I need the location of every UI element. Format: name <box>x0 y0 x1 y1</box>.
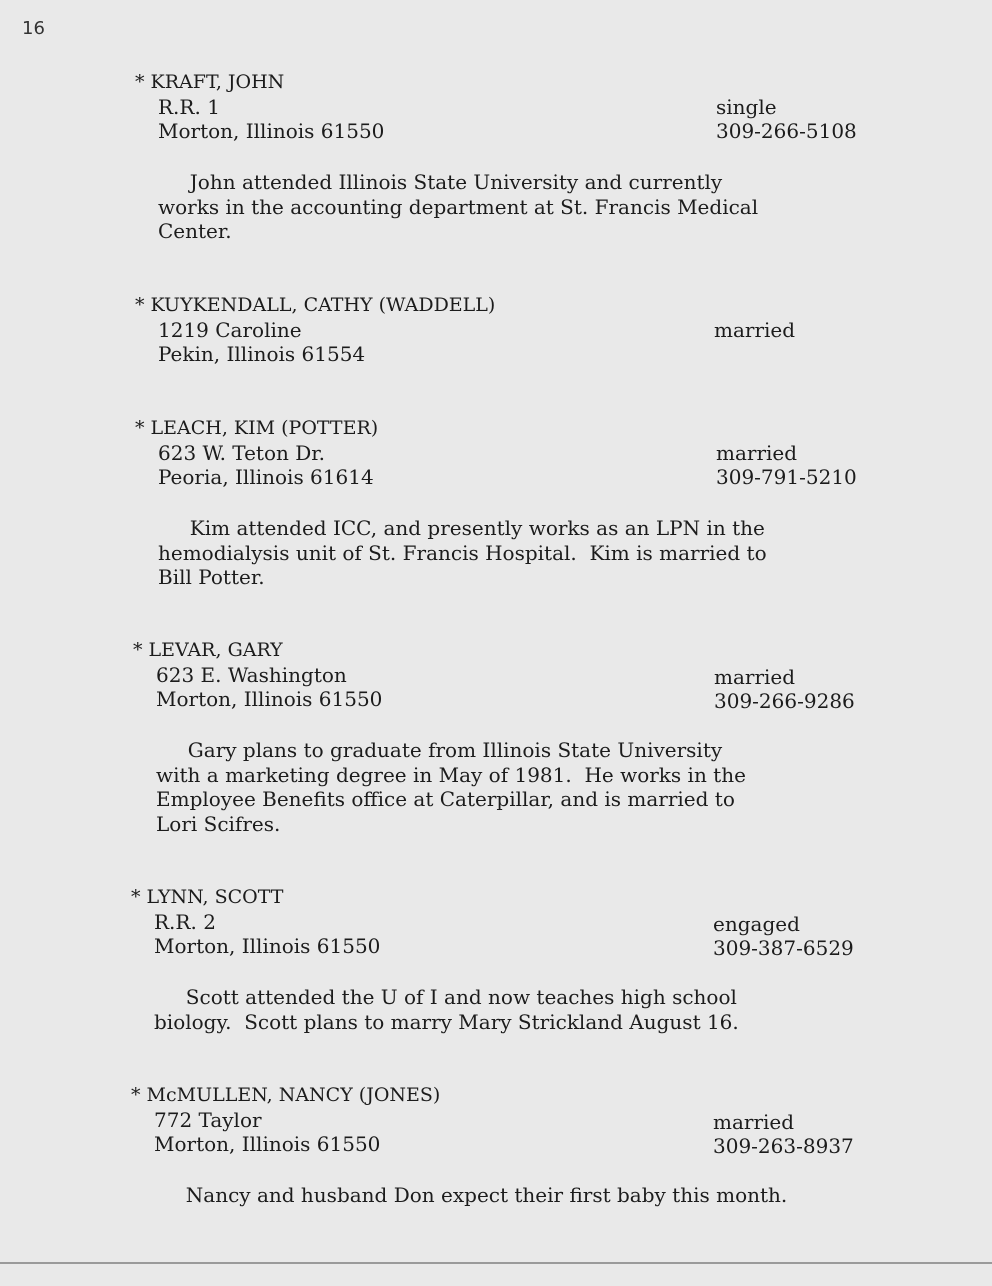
entry-status: married <box>714 318 796 342</box>
entry-name: * LYNN, SCOTT <box>131 886 284 908</box>
entry-address-line1: 623 W. Teton Dr. <box>158 441 326 465</box>
entry-address-line1: R.R. 2 <box>154 910 216 934</box>
bio-line: Bill Potter. <box>158 565 265 589</box>
bio-line: hemodialysis unit of St. Francis Hospital. Kim is married to <box>158 540 767 565</box>
entry-phone: 309-387-6529 <box>713 936 854 960</box>
bio-line: biology. Scott plans to marry Mary Strickland August 16. <box>154 1009 739 1034</box>
entry-address-line2: Pekin, Illinois 61554 <box>158 342 366 366</box>
bio-line: Kim attended ICC, and presently works as an LPN in the <box>158 516 765 540</box>
entry-name: * LEVAR, GARY <box>133 639 283 661</box>
entry-address-line1: 1219 Caroline <box>158 318 302 342</box>
entry-status: single <box>716 95 777 119</box>
entry-address-line1: 623 E. Washington <box>156 663 347 687</box>
bio-line: John attended Illinois State University and currently <box>158 170 723 194</box>
entry-status: married <box>716 441 798 465</box>
entry-status: engaged <box>713 912 800 936</box>
entry-bio <box>158 516 767 590</box>
entry-bio <box>156 738 746 836</box>
bio-line: Center. <box>158 219 232 243</box>
entry-phone: 309-266-9286 <box>714 689 855 713</box>
page-bottom-edge <box>0 1262 992 1264</box>
entry-bio <box>154 1183 787 1208</box>
bio-line: Scott attended the U of I and now teaches high school <box>154 985 737 1009</box>
bio-line: Employee Benefits office at Caterpillar, and is married to <box>156 787 735 811</box>
entry-address-line2: Morton, Illinois 61550 <box>158 119 385 143</box>
entry-phone: 309-791-5210 <box>716 465 857 489</box>
entry-phone: 309-263-8937 <box>713 1134 854 1158</box>
entry-name: * KRAFT, JOHN <box>135 71 285 93</box>
entry-address-line1: 772 Taylor <box>154 1108 262 1132</box>
bio-line: with a marketing degree in May of 1981. He works in the <box>156 762 746 787</box>
page-number: 16 <box>22 18 45 39</box>
entry-address-line2: Peoria, Illinois 61614 <box>158 465 374 489</box>
bio-line: Lori Scifres. <box>156 811 281 836</box>
entry-address-line2: Morton, Illinois 61550 <box>154 934 381 958</box>
entry-phone: 309-266-5108 <box>716 119 857 143</box>
entry-status: married <box>714 665 796 689</box>
bio-line: works in the accounting department at St. Francis Medical <box>158 194 759 219</box>
entry-bio <box>154 985 739 1034</box>
entry-bio <box>158 170 758 244</box>
entry-name: * McMULLEN, NANCY (JONES) <box>131 1084 441 1106</box>
entry-status: married <box>713 1110 795 1134</box>
bio-line: Gary plans to graduate from Illinois State University <box>156 738 723 762</box>
entry-name: * KUYKENDALL, CATHY (WADDELL) <box>135 294 496 316</box>
entry-name: * LEACH, KIM (POTTER) <box>135 417 379 439</box>
entry-address-line2: Morton, Illinois 61550 <box>156 687 383 711</box>
entry-address-line1: R.R. 1 <box>158 95 220 119</box>
bio-line: Nancy and husband Don expect their first baby this month. <box>154 1183 788 1207</box>
entry-address-line2: Morton, Illinois 61550 <box>154 1132 381 1156</box>
